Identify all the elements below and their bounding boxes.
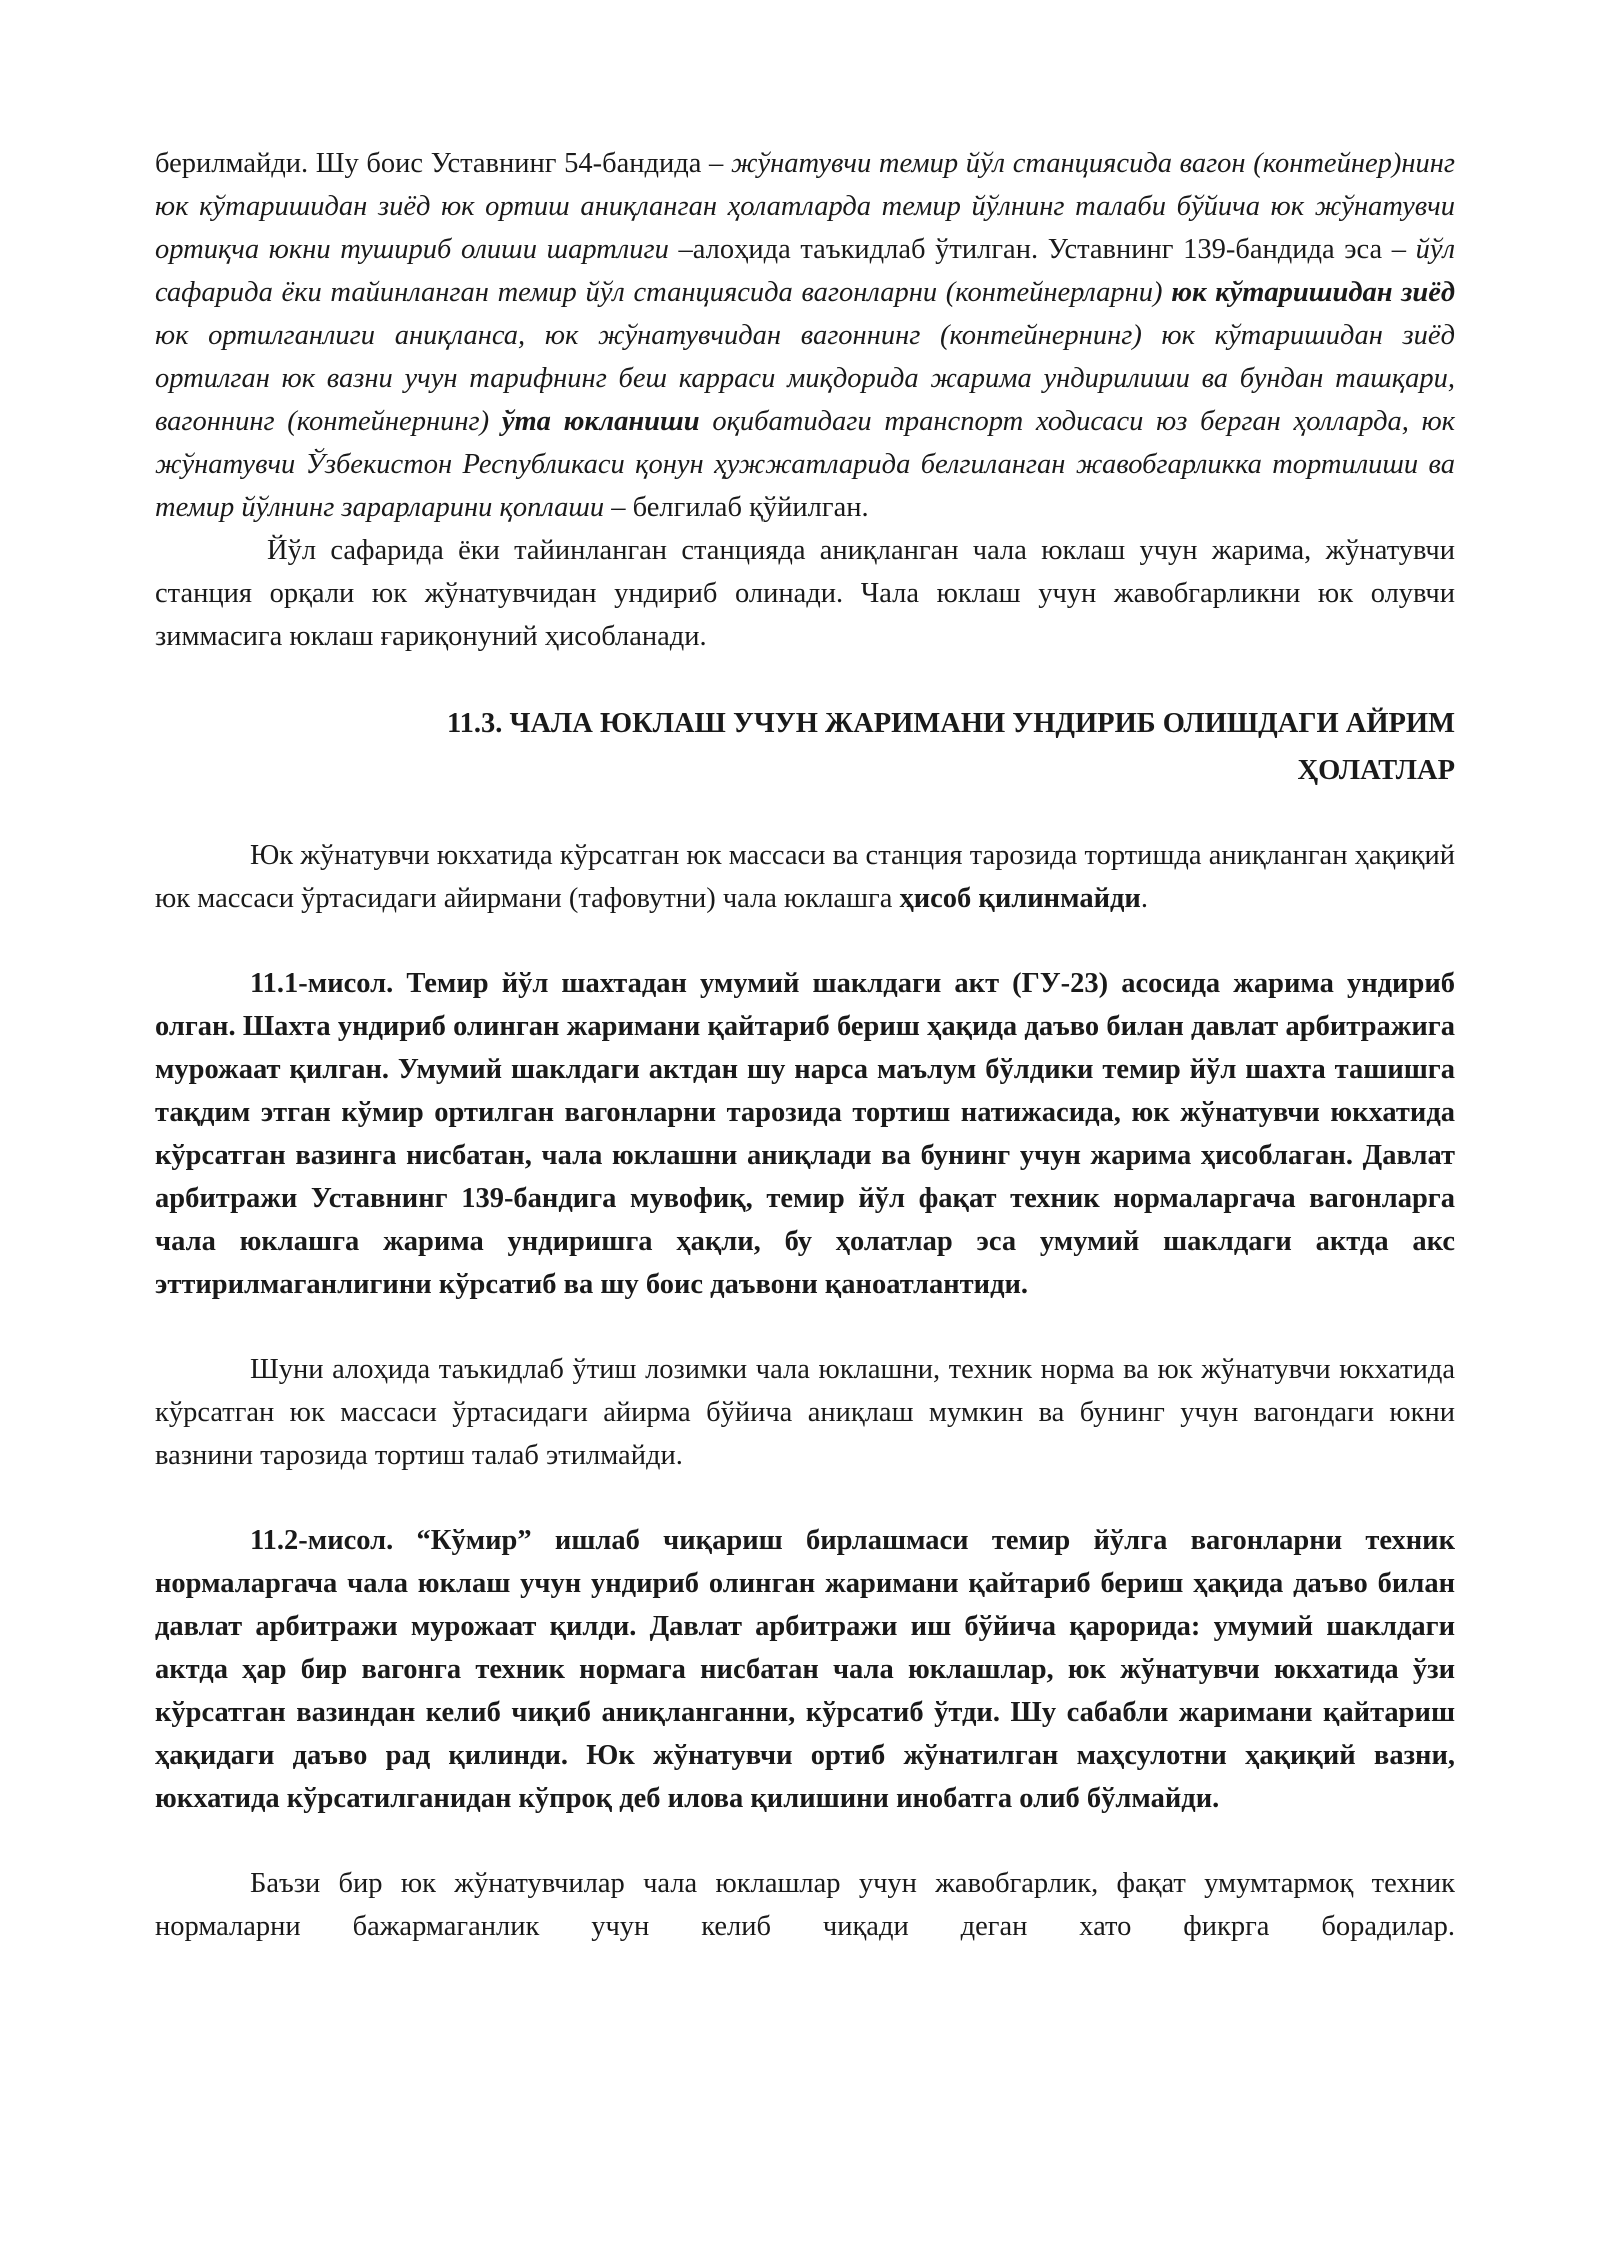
bold-emphasis: ҳисоб қилинмайди (899, 883, 1141, 914)
spacer (155, 1820, 1455, 1862)
paragraph-fine-collection: Йўл сафарида ёки тайинланган станцияда аниқланган чала юклаш учун жарима, жўнатувчи станция орқали юк жўнатувчидан ундириб олинади. Чала юклаш учун жавобгарликни юк олувчи зиммасига юклаш ғариқонуний ҳисобланади. (155, 535, 1455, 652)
heading-line-2: ҲОЛАТЛАР (1297, 755, 1455, 786)
spacer (155, 920, 1455, 962)
heading-line-1: 11.3. ЧАЛА ЮКЛАШ УЧУН ЖАРИМАНИ УНДИРИБ ОЛИШДАГИ АЙРИМ (446, 708, 1455, 739)
bold-italic-emphasis: юк кўтаришидан зиёд (1171, 277, 1455, 308)
example-11-2: 11.2-мисол. “Кўмир” ишлаб чиқариш бирлашмаси темир йўлга вагонларни техник нормаларгача чала юклаш учун ундириб олинган жаримани қайтариб бериш ҳақида даъво билан давлат арбитражи мурожаат қилди. Давлат арбитражи иш бўйича қарорида: умумий шаклдаги актда ҳар бир вагонга техник нормага нисбатан чала юклашлар, юк жўнатувчи юкхатида ўзи кўрсатган вазиндан келиб чиқиб аниқланганни, кўрсатиб ўтди. Шу сабабли жаримани қайтариш ҳақидаги даъво рад қилинди. Юк жўнатувчи ортиб жўнатилган маҳсулотни ҳақиқий вазни, юкхатида кўрсатилганидан кўпроқ деб илова қилишини инобатга олиб бўлмайди. (155, 1525, 1455, 1814)
text-span: берилмайди. Шу боис Уставнинг 54-бандида – (155, 148, 731, 179)
paragraph-charter-articles (155, 142, 1455, 529)
section-heading (155, 700, 1455, 794)
spacer (155, 1477, 1455, 1519)
italic-quote: йўл сафарида ёки тайинланган темир йўл станциясида вагонларни (контейнерларни) (155, 234, 1455, 308)
example-11-1: 11.1-мисол. Темир йўл шахтадан умумий шаклдаги акт (ГУ-23) асосида жарима ундириб олган. Шахта ундириб олинган жаримани қайтариб бериш ҳақида даъво билан давлат арбитражига мурожаат қилган. Умумий шаклдаги актдан шу нарса маълум бўлдики темир йўл шахта ташишга тақдим этган кўмир ортилган вагонларни тарозида тортиш натижасида, юк жўнатувчи юкхатида кўрсатган вазинга нисбатан, чала юклашни аниқлади ва бунинг учун жарима ҳисоблаган. Давлат арбитражи Уставнинг 139-бандига мувофиқ, темир йўл фақат техник нормаларгача вагонларга чала юклашга жарима ундиришга ҳақли, бу ҳолатлар эса умумий шаклдаги актда акс эттирилмаганлигини кўрсатиб ва шу боис даъвони қаноатлантиди. (155, 968, 1455, 1300)
paragraph-weight-difference (155, 834, 1455, 920)
text-span: . (1140, 883, 1148, 914)
paragraph-shippers-misconception: Баъзи бир юк жўнатувчилар чала юклашлар учун жавобгарлик, фақат умумтармоқ техник нормаларни бажармаганлик учун келиб чиқади деган хато фикрга борадилар. (155, 1868, 1455, 1942)
italic-quote: оқибатидаги транспорт ходисаси юз берган ҳолларда, юк жўнатувчи Ўзбекистон Республикаси қонун ҳужжатларида белгиланган жавобгарликка тортилиши ва темир йўлнинг зарарларини қоплаши (155, 406, 1456, 523)
spacer (155, 794, 1455, 834)
text-span: Юк жўнатувчи юкхатида кўрсатган юк массаси ва станция тарозида тортишда аниқланган ҳақиқий юк массаси ўртасидаги айирмани (тафовутни) чала юклашга (155, 840, 1455, 914)
bold-italic-emphasis: ўта юкланиши (501, 406, 700, 437)
text-span: –алоҳида таъкидлаб ўтилган. Уставнинг 139-бандида эса – (668, 234, 1416, 265)
italic-quote: жўнатувчи темир йўл станциясида вагон (контейнер)нинг юк кўтаришидан зиёд юк ортиш аниқланган ҳолатларда темир йўлнинг талаби бўйича юк жўнатувчи ортиқча юкни тушириб олиши шартлиги (155, 148, 1456, 265)
paragraph-underloading-note: Шуни алоҳида таъкидлаб ўтиш лозимки чала юклашни, техник норма ва юк жўнатувчи юкхатида кўрсатган юк массаси ўртасидаги айирма бўйича аниқлаш мумкин ва бунинг учун вагондаги юкни вазнини тарозида тортиш талаб этилмайди. (155, 1354, 1455, 1471)
document-page (155, 142, 1455, 1948)
spacer (155, 1306, 1455, 1348)
text-span: – белгилаб қўйилган. (604, 492, 869, 523)
italic-quote: юк ортилганлиги аниқланса, юк жўнатувчидан вагоннинг (контейнернинг) юк кўтаришидан зиёд ортилган юк вазни учун тарифнинг беш карраси миқдорида жарима ундирилиши ва бундан ташқари, вагоннинг (контейнернинг) (155, 320, 1455, 437)
spacer (155, 658, 1455, 700)
